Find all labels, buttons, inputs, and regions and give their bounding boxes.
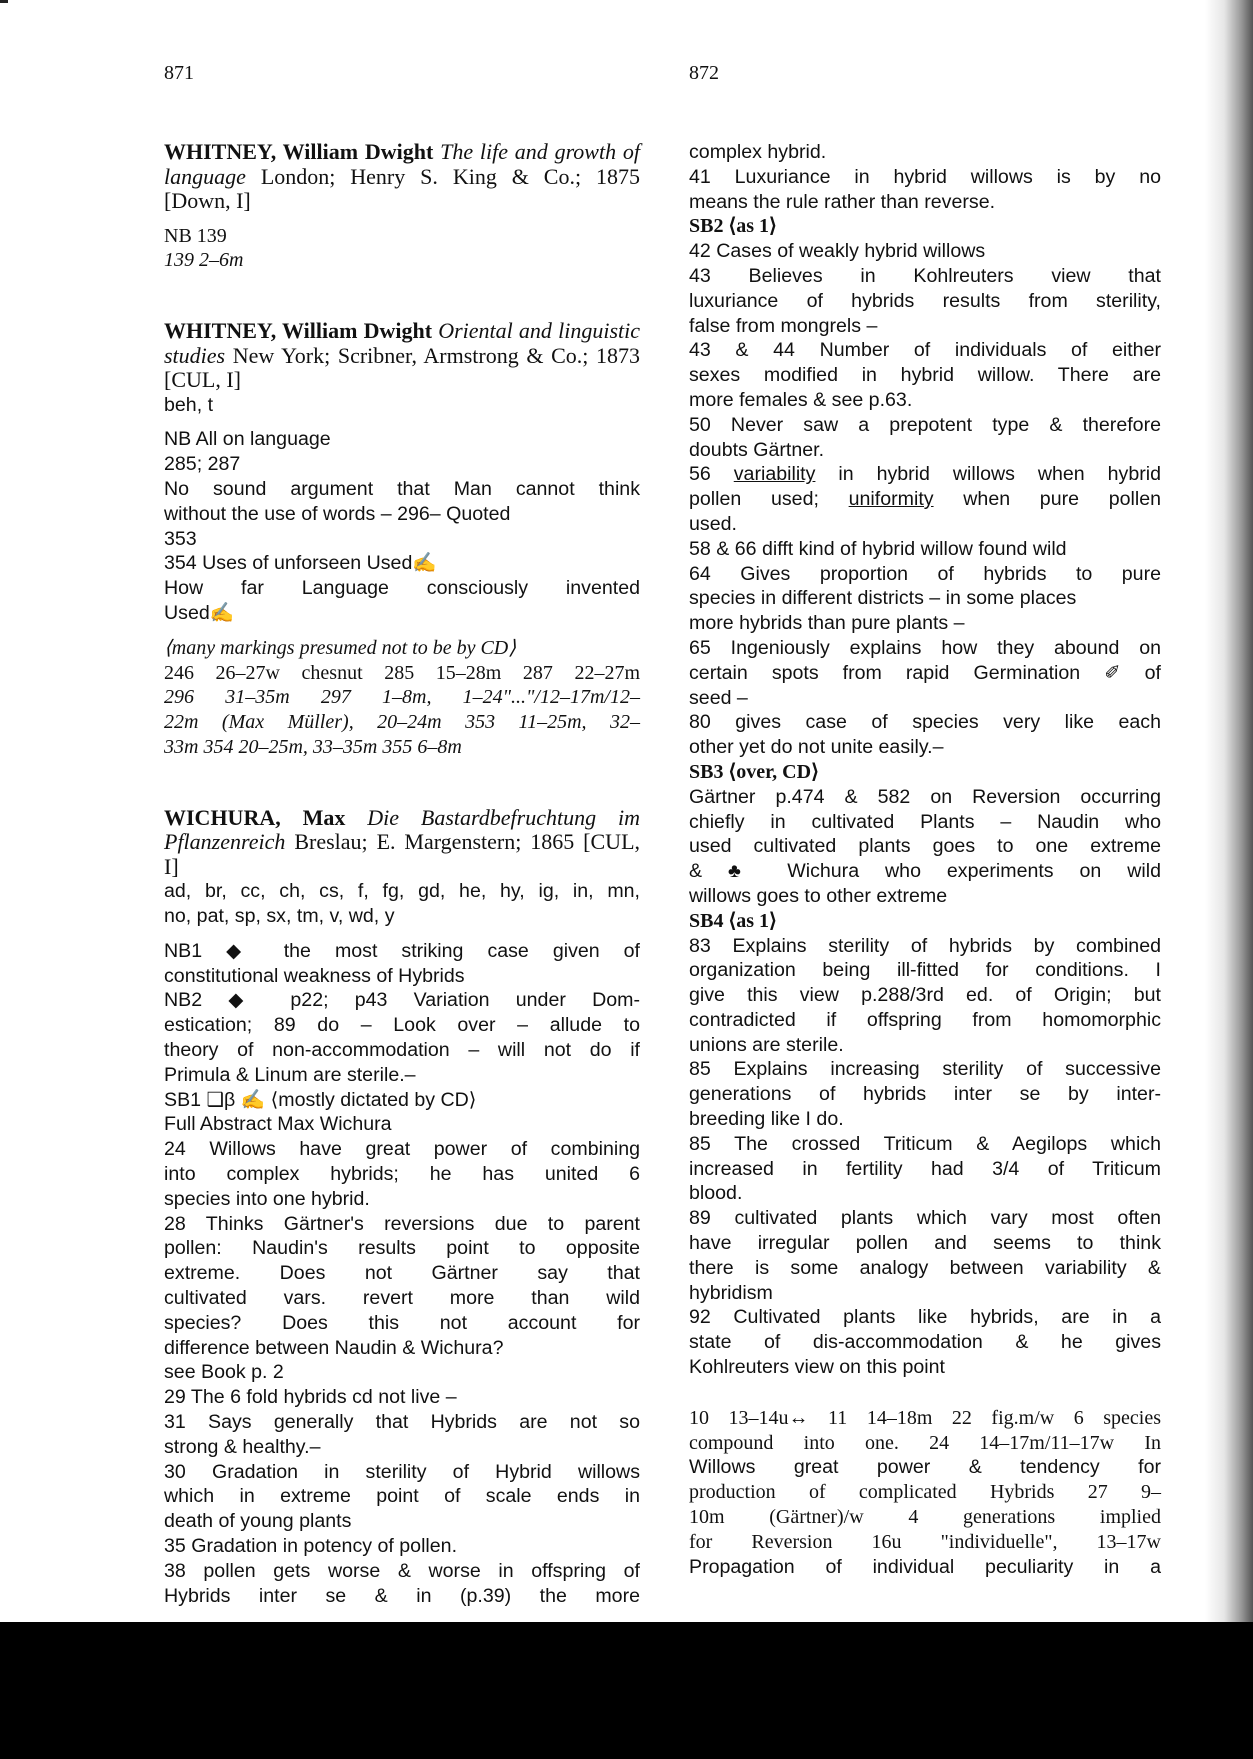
note-line: species in different districts – in some places — [689, 587, 1077, 610]
note-line: increased in fertility had 3/4 of Triticum — [689, 1157, 1161, 1180]
note-line: 80 gives case of species very like each — [689, 711, 1161, 734]
note-line: willows goes to other extreme — [689, 884, 948, 907]
note-line: Full Abstract Max Wichura — [164, 1113, 392, 1136]
note-line: used. — [689, 512, 737, 535]
note-line: certain spots from rapid Germination ✐ of — [689, 661, 1161, 684]
page-references — [164, 636, 640, 760]
note-line: 353 — [164, 527, 197, 550]
nb-reference: 139 2–6m — [164, 249, 244, 272]
reference-line: 296 31–35m 297 1–8m, 1–24"..."/12–17m/12– — [164, 686, 640, 709]
note-line: there is some analogy between variability & — [689, 1256, 1161, 1279]
entry-author: WHITNEY, William Dwight — [164, 139, 434, 164]
note-line: more females & see p.63. — [689, 388, 913, 411]
note-line: state of dis-accommodation & he gives — [689, 1331, 1161, 1354]
reference-line: 246 26–27w chesnut 285 15–28m 287 22–27m — [164, 661, 640, 684]
note-line: false from mongrels – — [689, 314, 878, 337]
entry-author: WICHURA, Max — [164, 804, 346, 830]
reference-line: 10m (Gärtner)/w 4 generations implied — [689, 1506, 1161, 1529]
note-line: theory of non-accommodation – will not do if — [164, 1039, 640, 1062]
left-column — [164, 140, 640, 1628]
reference-line: for Reversion 16u "individuelle", 13–17w — [689, 1530, 1161, 1553]
note-line: chiefly in cultivated Plants – Naudin who — [689, 810, 1161, 833]
note-line — [689, 487, 1161, 512]
note-line: How far Language consciously invented — [164, 577, 640, 600]
note-line: NB2 ◆ p22; p43 Variation under Dom- — [164, 989, 640, 1012]
entry-heading — [164, 806, 640, 880]
note-line: 38 pollen gets worse & worse in offspring of — [164, 1559, 640, 1582]
note-line: 85 Explains increasing sterility of successive — [689, 1058, 1161, 1081]
note-line: 89 cultivated plants which vary most often — [689, 1207, 1161, 1230]
note-line: doubts Gärtner. — [689, 438, 825, 461]
note-number: 56 — [689, 463, 711, 486]
entry-whitney-oriental — [164, 319, 640, 760]
reference-line: 10 13–14u↔ 11 14–18m 22 fig.m/w 6 species — [689, 1406, 1161, 1429]
note-line: 41 Luxuriance in hybrid willows is by no — [689, 165, 1161, 188]
note-line: 354 Uses of unforseen Used✍ — [164, 552, 437, 575]
note-line: 85 The crossed Triticum & Aegilops which — [689, 1132, 1161, 1155]
note-line: & ♣ Wichura who experiments on wild — [689, 860, 1161, 883]
entry-title: Oriental and linguistic studies — [164, 318, 640, 368]
note-line: used cultivated plants goes to one extreme — [689, 835, 1161, 858]
note-line: constitutional weakness of Hybrids — [164, 964, 465, 987]
note-line: have irregular pollen and seems to think — [689, 1232, 1161, 1255]
note-line: 43 & 44 Number of individuals of either — [689, 339, 1161, 362]
note-line: means the rule rather than reverse. — [689, 190, 996, 213]
note-line: 64 Gives proportion of hybrids to pure — [689, 562, 1161, 585]
note-line: into complex hybrids; he has united 6 — [164, 1163, 640, 1186]
page-edge-shadow — [1205, 0, 1253, 1640]
note-line: species into one hybrid. — [164, 1187, 370, 1210]
note-line: estication; 89 do – Look over – allude to — [164, 1014, 640, 1037]
note-line: death of young plants — [164, 1510, 352, 1533]
note-line: 92 Cultivated plants like hybrids, are in a — [689, 1306, 1161, 1329]
note-line: 42 Cases of weakly hybrid willows — [689, 240, 986, 263]
note-line: seed – — [689, 686, 748, 709]
note-line: extreme. Does not Gärtner say that — [164, 1262, 640, 1285]
note-line: contradicted if offspring from homomorphic — [689, 1008, 1161, 1031]
note-line: breeding like I do. — [689, 1108, 844, 1131]
entry-imprint: London; Henry S. King & Co.; 1875 [Down, I] — [164, 163, 640, 213]
annotation-notes — [164, 427, 640, 625]
entry-author: WHITNEY, William Dwight — [164, 318, 433, 344]
reference-line: Propagation of individual peculiarity in a — [689, 1555, 1161, 1578]
entry-imprint: Breslau; E. Margenstern; 1865 [CUL, I] — [164, 829, 641, 879]
entry-whitney-life — [164, 140, 640, 273]
note-text: when pure pollen — [963, 488, 1161, 511]
note-line: Hybrids inter se & in (p.39) the more — [164, 1584, 640, 1607]
note-line: 35 Gradation in potency of pollen. — [164, 1534, 458, 1557]
reference-line: 22m (Max Müller), 20–24m 353 11–25m, 32– — [164, 711, 640, 734]
page-number-right: 872 — [689, 62, 719, 84]
note-line: 43 Believes in Kohlreuters view that — [689, 264, 1161, 287]
note-line: unions are sterile. — [689, 1033, 844, 1056]
marker-codes: ad, br, cc, ch, cs, f, fg, gd, he, hy, ig, in, mn, — [164, 880, 640, 903]
entry-heading — [164, 319, 640, 393]
note-line: 83 Explains sterility of hybrids by combined — [689, 934, 1161, 957]
note-line: 50 Never saw a prepotent type & therefore — [689, 413, 1161, 436]
reference-line: ⟨many markings presumed not to be by CD⟩ — [164, 636, 517, 659]
note-line: SB3 ⟨over, CD⟩ — [689, 760, 819, 783]
note-line: NB1 ◆ the most striking case given of — [164, 939, 640, 962]
note-line: 30 Gradation in sterility of Hybrid willows — [164, 1460, 640, 1483]
note-line: NB All on language — [164, 428, 331, 451]
note-line: pollen: Naudin's results point to opposite — [164, 1237, 640, 1260]
note-line: SB4 ⟨as 1⟩ — [689, 909, 777, 932]
marker-codes: beh, t — [164, 393, 214, 416]
note-line: Kohlreuters view on this point — [689, 1356, 945, 1379]
note-line: give this view p.288/3rd ed. of Origin; but — [689, 984, 1161, 1007]
entry-wichura — [164, 806, 640, 1609]
right-column — [689, 140, 1161, 1579]
note-line: Used✍ — [164, 601, 235, 624]
entry-imprint: New York; Scribner, Armstrong & Co.; 1873 [CUL, I] — [164, 342, 640, 393]
note-line: SB2 ⟨as 1⟩ — [689, 215, 777, 238]
note-line: without the use of words – 296– Quoted — [164, 502, 511, 525]
note-line: generations of hybrids inter se by inter- — [689, 1083, 1161, 1106]
reference-line: Willows great power & tendency for — [689, 1456, 1161, 1479]
annotation-notes-continued — [689, 140, 1161, 1380]
reference-line: compound into one. 24 14–17m/11–17w In — [689, 1431, 1161, 1454]
entry-heading — [164, 140, 640, 214]
note-line: 28 Thinks Gärtner's reversions due to parent — [164, 1212, 640, 1235]
underlined-word: variability — [733, 463, 816, 486]
reference-line: 33m 354 20–25m, 33–35m 355 6–8m — [164, 735, 462, 758]
scan-corner-mark — [0, 0, 8, 3]
page-number-left: 871 — [164, 62, 194, 84]
note-line: complex hybrid. — [689, 141, 827, 163]
note-line: species? Does this not account for — [164, 1311, 640, 1334]
note-line: hybridism — [689, 1281, 773, 1304]
note-line: Primula & Linum are sterile.– — [164, 1063, 416, 1086]
note-text: pollen used; — [689, 488, 819, 511]
note-line: more hybrids than pure plants – — [689, 612, 965, 635]
note-text: in hybrid willows when hybrid — [838, 463, 1162, 486]
note-line: difference between Naudin & Wichura? — [164, 1336, 504, 1359]
note-line: see Book p. 2 — [164, 1361, 284, 1384]
annotation-notes — [164, 939, 640, 1609]
note-line: Gärtner p.474 & 582 on Reversion occurring — [689, 785, 1161, 808]
underlined-word: uniformity — [848, 488, 934, 511]
marker-codes: no, pat, sp, sx, tm, v, wd, y — [164, 905, 395, 928]
note-line: luxuriance of hybrids results from sterility, — [689, 289, 1161, 312]
page-references — [689, 1406, 1161, 1580]
note-line: 24 Willows have great power of combining — [164, 1138, 640, 1161]
scan-bottom-border — [0, 1622, 1253, 1759]
note-line: sexes modified in hybrid willow. There are — [689, 364, 1161, 387]
note-line: organization being ill-fitted for conditions. I — [689, 959, 1161, 982]
note-line — [689, 462, 1161, 487]
note-line: 29 The 6 fold hybrids cd not live – — [164, 1386, 457, 1409]
note-line: which in extreme point of scale ends in — [164, 1485, 640, 1508]
note-line: No sound argument that Man cannot think — [164, 477, 640, 500]
note-line: strong & healthy.– — [164, 1435, 321, 1458]
note-line: SB1 ❑β ✍ ⟨mostly dictated by CD⟩ — [164, 1088, 477, 1111]
note-line: blood. — [689, 1182, 743, 1205]
entry-title: Die Bastardbefruchtung im Pflanzenreich — [164, 804, 640, 855]
note-line: 285; 287 — [164, 453, 241, 476]
note-line: other yet do not unite easily.– — [689, 736, 944, 759]
note-line: 65 Ingeniously explains how they abound on — [689, 636, 1161, 659]
note-line: 31 Says generally that Hybrids are not so — [164, 1410, 640, 1433]
reference-line: production of complicated Hybrids 27 9– — [689, 1481, 1161, 1504]
entry-title: The life and growth of language — [164, 139, 640, 189]
nb-line: NB 139 — [164, 224, 227, 247]
note-line: 58 & 66 difft kind of hybrid willow found wild — [689, 537, 1067, 560]
note-line: cultivated vars. revert more than wild — [164, 1287, 640, 1309]
